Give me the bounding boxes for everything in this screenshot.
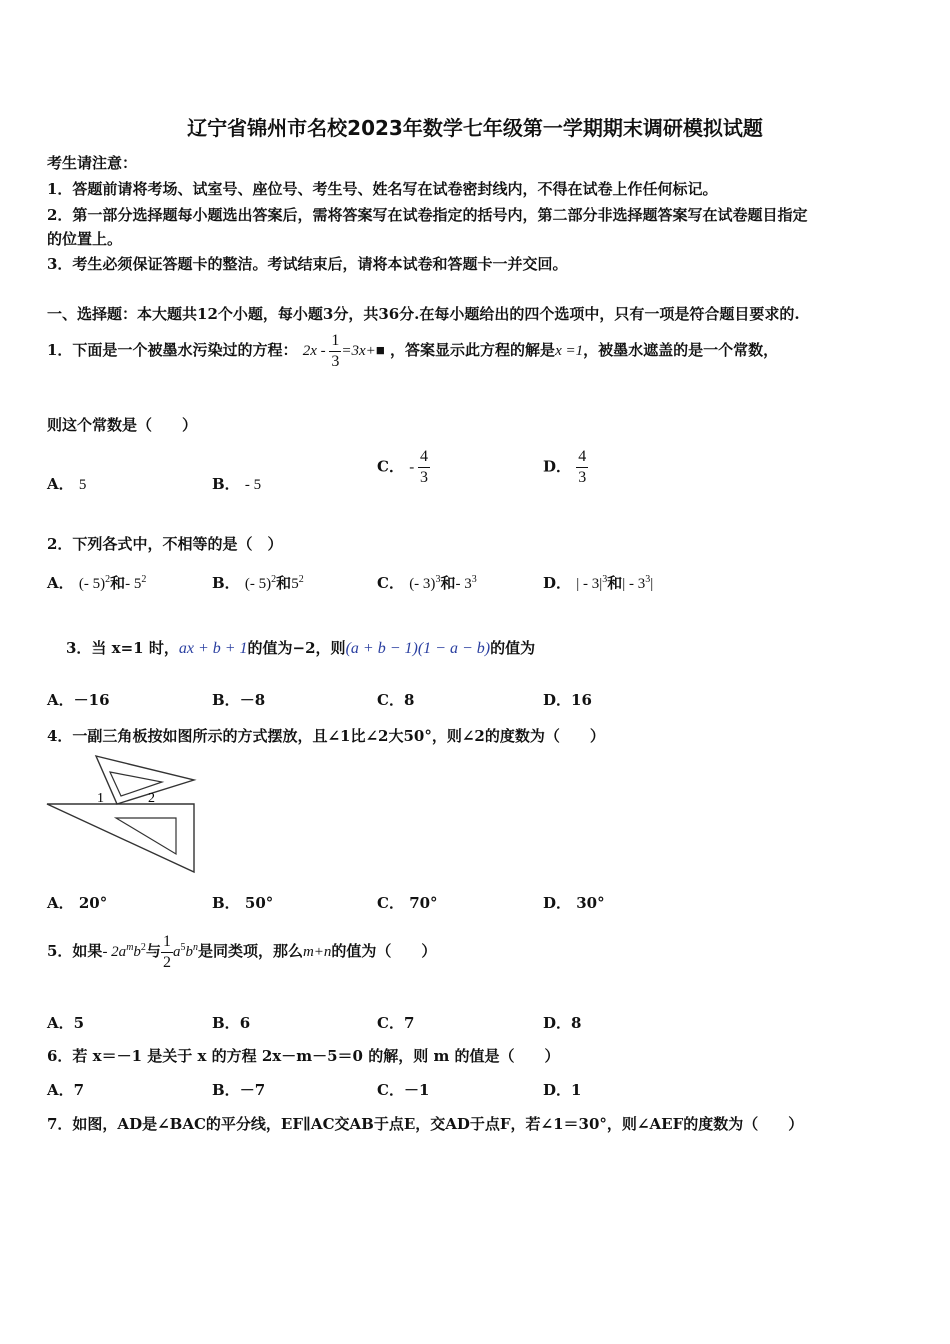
q3-option-a[interactable]: A．－16 [47,691,110,709]
q3-option-c[interactable]: C．8 [377,691,415,709]
page-title: 辽宁省锦州市名校2023年数学七年级第一学期期末调研模拟试题 [187,116,763,140]
q4-option-c[interactable]: C． 70° [377,894,438,912]
q6-option-d[interactable]: D．1 [543,1081,582,1099]
q2-option-d[interactable]: D． | - $3|^3$和| - $3^3|$ [543,574,654,592]
q2-option-a[interactable]: A． (- 5)$^2$和- $5^2$ [47,574,147,592]
triangle-set-figure [44,752,199,874]
q5-option-a[interactable]: A．5 [47,1014,85,1032]
q3-option-d[interactable]: D．16 [543,691,592,709]
q5-option-c[interactable]: C．7 [377,1014,415,1032]
q1-option-d[interactable]: D． $\frac{4}{3}$ [543,448,587,486]
q6-option-b[interactable]: B．－7 [212,1081,266,1099]
q1-option-c[interactable]: C． - $\frac{4}{3}$ [377,448,428,486]
q1-option-b[interactable]: B． - 5 [212,475,262,493]
question-3: 3．当 x=1 时，ax + b + 1的值为−2，则(a + b − 1)(1 − a − b)的值为 [66,639,536,657]
notice-item: 2．第一部分选择题每小题选出答案后，需将答案写在试卷指定的括号内，第二部分非选择题答案写在试卷题目指定 [47,206,808,224]
section-heading: 一、选择题：本大题共12个小题，每小题3分，共36分.在每小题给出的四个选项中，只有一项是符合题目要求的. [47,305,800,323]
question-7: 7．如图，AD是∠BAC的平分线，EF∥AC交AB于点E，交AD于点F，若∠1＝30°，则∠AEF的度数为（ ） [47,1115,804,1133]
q2-option-c[interactable]: C． (- 3)$^3$和- $3^3$ [377,574,477,592]
q4-option-b[interactable]: B． 50° [212,894,274,912]
notice-item: 1．答题前请将考场、试室号、座位号、考生号、姓名写在试卷密封线内，不得在试卷上作任何标记。 [47,180,718,198]
notice-item: 的位置上。 [47,230,123,248]
q1-option-a[interactable]: A． 5 [47,475,87,493]
question-2: 2．下列各式中，不相等的是（ ） [47,535,283,553]
angle-1-label: 1 [97,791,104,806]
question-4: 4．一副三角板按如图所示的方式摆放，且∠1比∠2大50°，则∠2的度数为（ ） [47,727,605,745]
question-1-line2: 则这个常数是（ ） [47,416,198,434]
question-1: 1．下面是一个被墨水污染过的方程： 2x - $\frac{1}{3}$ =3x+■ ，答案显示此方程的解是x =1，被墨水遮盖的是一个常数， [47,331,779,370]
notice-item: 3．考生必须保证答题卡的整洁。考试结束后，请将本试卷和答题卡一并交回。 [47,255,568,273]
q6-option-a[interactable]: A．7 [47,1081,85,1099]
q4-option-d[interactable]: D． 30° [543,894,605,912]
q5-option-b[interactable]: B．6 [212,1014,251,1032]
q5-option-d[interactable]: D．8 [543,1014,582,1032]
q2-option-b[interactable]: B． (- 5)$^2$和$5^2$ [212,574,304,592]
question-6: 6．若 x＝－1 是关于 x 的方程 2x－m－5＝0 的解，则 m 的值是（ ） [47,1047,560,1065]
q6-option-c[interactable]: C．－1 [377,1081,430,1099]
question-5: 5．如果- $2a^mb^2$与 $\frac{1}{2}$ $a^5b^n$是同类项，那么m+n的值为（ ） [47,932,437,971]
angle-2-label: 2 [148,791,155,806]
q4-option-a[interactable]: A． 20° [47,894,108,912]
notice-heading: 考生请注意： [47,154,138,172]
q3-option-b[interactable]: B．－8 [212,691,266,709]
